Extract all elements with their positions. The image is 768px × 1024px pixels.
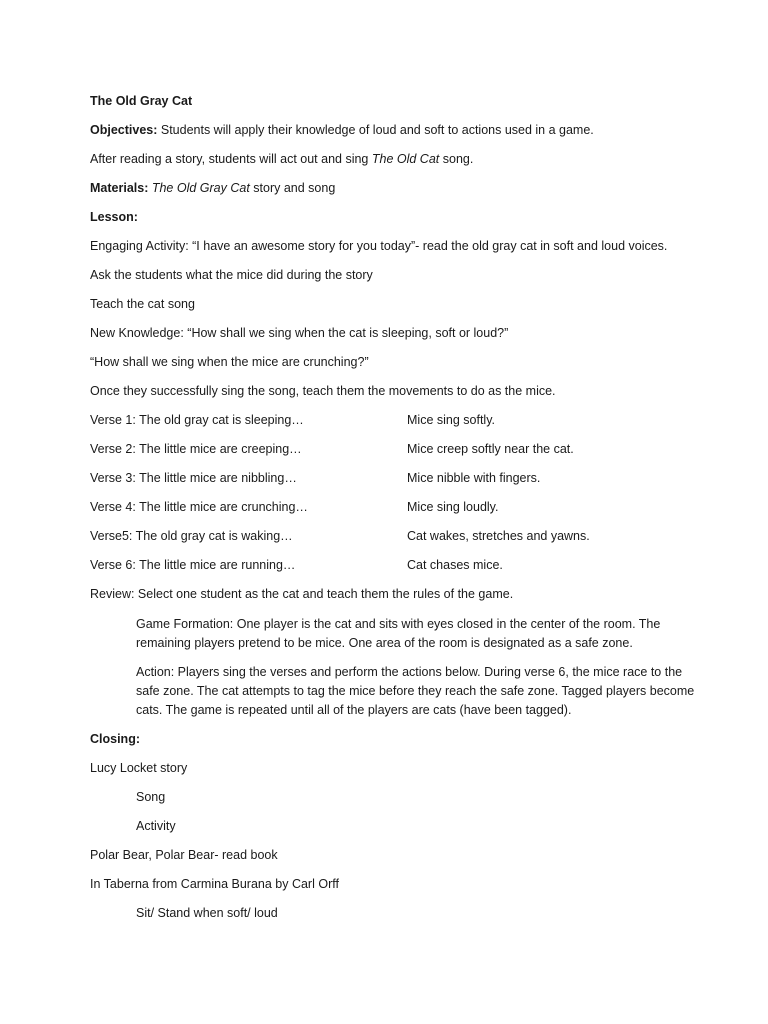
objectives-text: Students will apply their knowledge of loud and soft to actions used in a game. (157, 123, 594, 137)
objectives-label: Objectives: (90, 123, 158, 137)
verse-action: Mice nibble with fingers. (407, 471, 541, 485)
verse-text: Verse 3: The little mice are nibbling… (90, 471, 297, 485)
verse-action: Cat wakes, stretches and yawns. (407, 529, 590, 543)
lucy-locket-line: Lucy Locket story (90, 761, 188, 775)
teach-song-line: Teach the cat song (90, 297, 195, 311)
verse-text: Verse 4: The little mice are crunching… (90, 500, 308, 514)
new-knowledge-line: New Knowledge: “How shall we sing when the cat is sleeping, soft or loud?” (90, 326, 509, 340)
lesson-heading: Lesson: (90, 210, 138, 224)
engaging-activity-line: Engaging Activity: “I have an awesome story for you today”- read the old gray cat in soft and loud voices. (90, 239, 668, 253)
verse-action: Mice sing softly. (407, 413, 495, 427)
story-title-italic: The Old Cat (371, 152, 440, 166)
verse-text: Verse 1: The old gray cat is sleeping… (90, 413, 304, 427)
objectives-line (90, 122, 594, 139)
game-formation-paragraph: Game Formation: One player is the cat and sits with eyes closed in the center of the room. The remaining players pretend to be mice. One area of the room is designated as a safe zone. (136, 617, 661, 650)
movements-line: Once they successfully sing the song, teach them the movements to do as the mice. (90, 384, 556, 398)
materials-label: Materials: (90, 181, 149, 195)
song-item: Song (136, 790, 166, 804)
ask-students-line: Ask the students what the mice did during the story (90, 268, 373, 282)
in-taberna-line: In Taberna from Carmina Burana by Carl Orff (90, 877, 339, 891)
review-line: Review: Select one student as the cat and teach them the rules of the game. (90, 587, 514, 601)
polar-bear-line: Polar Bear, Polar Bear- read book (90, 848, 278, 862)
verse-text: Verse5: The old gray cat is waking… (90, 529, 293, 543)
activity-item: Activity (136, 819, 176, 833)
verse-text: Verse 6: The little mice are running… (90, 558, 296, 572)
verse-action: Mice creep softly near the cat. (407, 442, 574, 456)
after-reading-line: After reading a story, students will act out and sing The Old Cat song. (90, 152, 474, 166)
verse-action: Cat chases mice. (407, 558, 503, 572)
closing-heading: Closing: (90, 732, 140, 746)
verse-action: Mice sing loudly. (407, 500, 499, 514)
document-title: The Old Gray Cat (90, 94, 193, 108)
mice-question-line: “How shall we sing when the mice are crunching?” (90, 355, 369, 369)
materials-line: Materials: The Old Gray Cat story and song (90, 181, 336, 195)
action-paragraph: Action: Players sing the verses and perform the actions below. During verse 6, the mice race to the safe zone. The cat attempts to tag the mice before they reach the safe zone. Tagged players become cats. The game is repeated until all of the players are cats (have been tagged). (136, 665, 695, 717)
sit-stand-item: Sit/ Stand when soft/ loud (136, 906, 278, 920)
verse-text: Verse 2: The little mice are creeping… (90, 442, 302, 456)
